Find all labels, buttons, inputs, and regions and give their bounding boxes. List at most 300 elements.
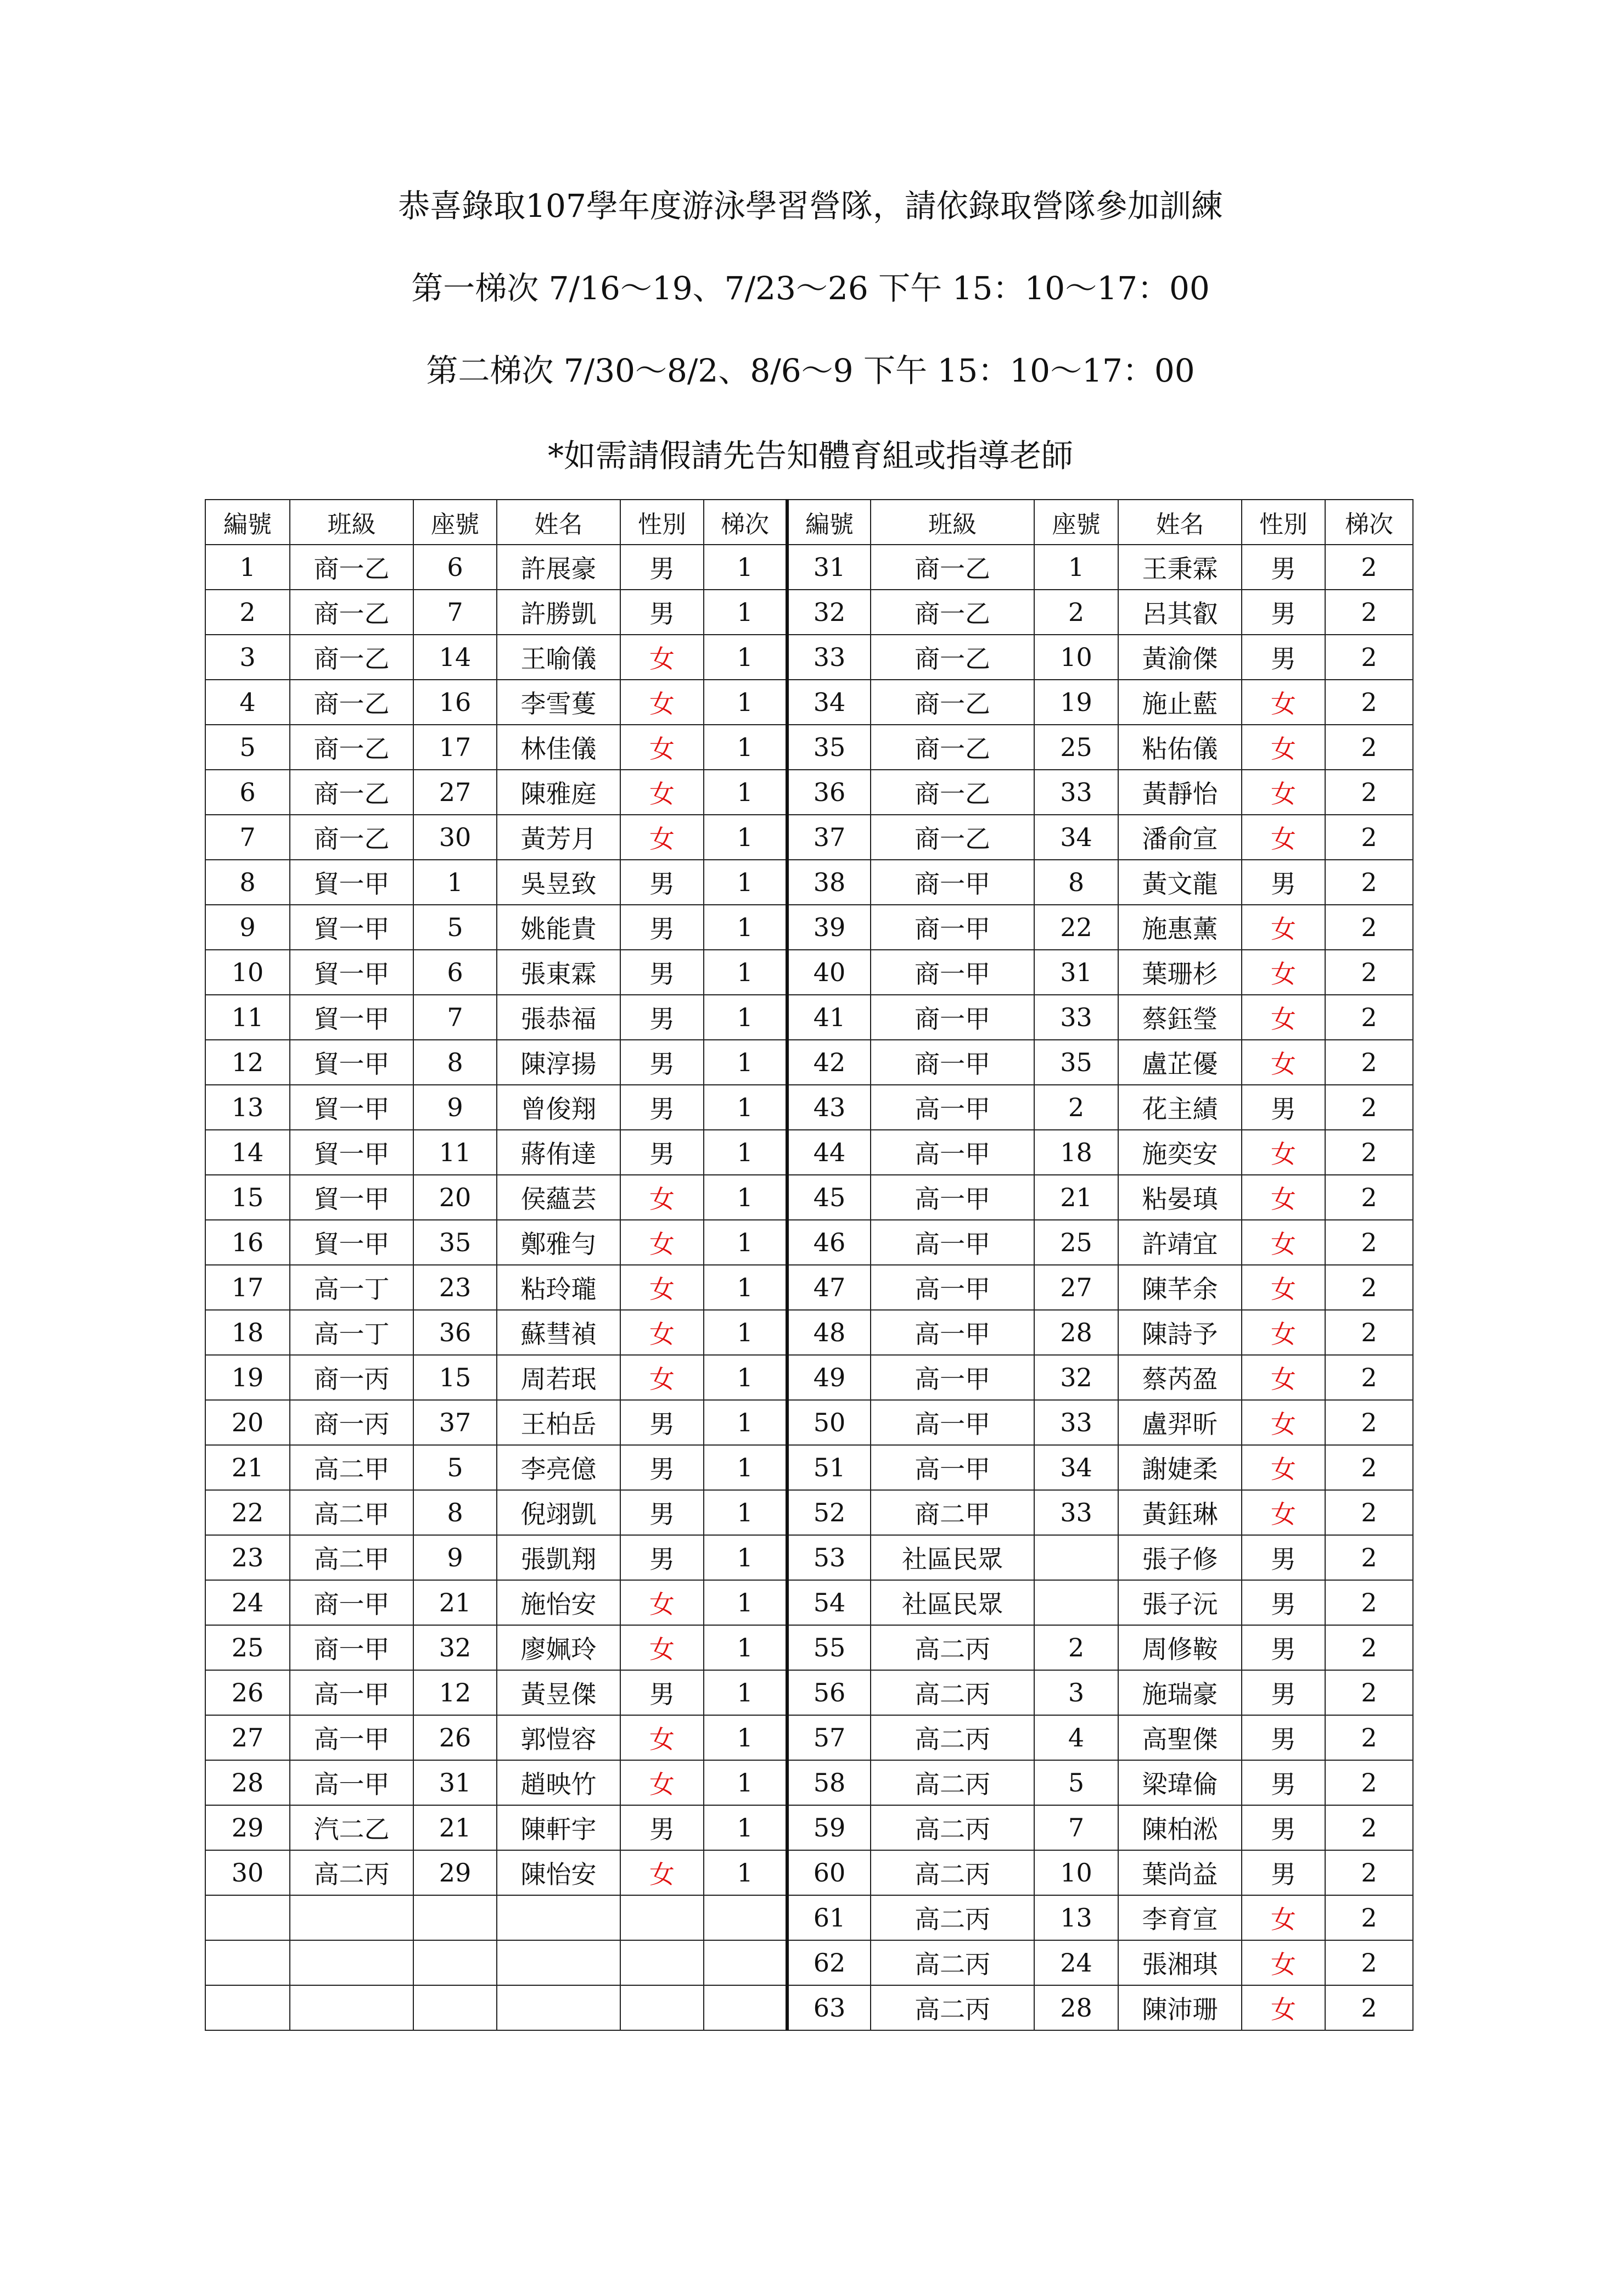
- left-gender-cell: 女: [620, 770, 704, 815]
- right-batch-cell: 2: [1325, 1625, 1413, 1670]
- left-batch-cell: 1: [704, 1850, 787, 1895]
- right-gender-cell: 男: [1242, 545, 1325, 590]
- left-class-cell: 商一乙: [290, 680, 413, 725]
- header-seat: 座號: [413, 500, 497, 545]
- left-class-cell: [290, 1940, 413, 1985]
- left-seat-cell: 5: [413, 1445, 497, 1490]
- right-seat-cell: 10: [1034, 1850, 1118, 1895]
- right-gender-cell: 女: [1242, 680, 1325, 725]
- left-gender-cell: 男: [620, 1400, 704, 1445]
- right-seat-cell: 8: [1034, 860, 1118, 905]
- table-row: [205, 545, 1413, 590]
- left-batch-cell: 1: [704, 1130, 787, 1175]
- right-class-cell: 高二丙: [871, 1760, 1034, 1805]
- right-class-cell: 高一甲: [871, 1085, 1034, 1130]
- left-batch-cell: 1: [704, 1175, 787, 1220]
- right-batch-cell: 2: [1325, 1535, 1413, 1580]
- left-name-cell: 陳怡安: [497, 1850, 620, 1895]
- right-id-cell: 53: [787, 1535, 871, 1580]
- table-header-row: [205, 500, 1413, 545]
- left-id-cell: 8: [205, 860, 290, 905]
- left-seat-cell: 5: [413, 905, 497, 950]
- left-id-cell: [205, 1895, 290, 1940]
- right-id-cell: 55: [787, 1625, 871, 1670]
- left-id-cell: 18: [205, 1310, 290, 1355]
- left-seat-cell: 14: [413, 635, 497, 680]
- table-row: [205, 1490, 1413, 1535]
- right-id-cell: 41: [787, 995, 871, 1040]
- left-gender-cell: 女: [620, 635, 704, 680]
- left-gender-cell: 男: [620, 1490, 704, 1535]
- table-row: [205, 1130, 1413, 1175]
- right-batch-cell: 2: [1325, 995, 1413, 1040]
- right-name-cell: 許靖宜: [1118, 1220, 1242, 1265]
- left-batch-cell: 1: [704, 770, 787, 815]
- left-batch-cell: 1: [704, 1535, 787, 1580]
- right-batch-cell: 2: [1325, 905, 1413, 950]
- right-gender-cell: 男: [1242, 1580, 1325, 1625]
- right-seat-cell: 31: [1034, 950, 1118, 995]
- left-batch-cell: 1: [704, 1490, 787, 1535]
- table-row: [205, 680, 1413, 725]
- header-name: 姓名: [497, 500, 620, 545]
- left-batch-cell: 1: [704, 815, 787, 860]
- right-gender-cell: 女: [1242, 725, 1325, 770]
- left-id-cell: 1: [205, 545, 290, 590]
- left-name-cell: 曾俊翔: [497, 1085, 620, 1130]
- left-seat-cell: 1: [413, 860, 497, 905]
- header-batch: 梯次: [704, 500, 787, 545]
- left-batch-cell: 1: [704, 1805, 787, 1850]
- left-name-cell: 李亮億: [497, 1445, 620, 1490]
- left-id-cell: 4: [205, 680, 290, 725]
- left-seat-cell: 9: [413, 1085, 497, 1130]
- right-id-cell: 48: [787, 1310, 871, 1355]
- right-id-cell: 38: [787, 860, 871, 905]
- header-seat: 座號: [1034, 500, 1118, 545]
- right-seat-cell: [1034, 1580, 1118, 1625]
- left-seat-cell: 26: [413, 1715, 497, 1760]
- left-seat-cell: 8: [413, 1040, 497, 1085]
- left-seat-cell: 20: [413, 1175, 497, 1220]
- right-gender-cell: 女: [1242, 1040, 1325, 1085]
- right-class-cell: 高一甲: [871, 1400, 1034, 1445]
- left-id-cell: 12: [205, 1040, 290, 1085]
- left-name-cell: [497, 1940, 620, 1985]
- table-row: [205, 1400, 1413, 1445]
- left-gender-cell: 男: [620, 1040, 704, 1085]
- left-id-cell: 26: [205, 1670, 290, 1715]
- left-class-cell: 貿一甲: [290, 1130, 413, 1175]
- left-batch-cell: 1: [704, 1265, 787, 1310]
- right-gender-cell: 女: [1242, 1445, 1325, 1490]
- left-id-cell: 2: [205, 590, 290, 635]
- left-name-cell: 林佳儀: [497, 725, 620, 770]
- table-row: [205, 1355, 1413, 1400]
- right-seat-cell: 19: [1034, 680, 1118, 725]
- table-row: [205, 1985, 1413, 2030]
- header-name: 姓名: [1118, 500, 1242, 545]
- right-name-cell: 潘俞宣: [1118, 815, 1242, 860]
- right-class-cell: 高二丙: [871, 1805, 1034, 1850]
- right-id-cell: 56: [787, 1670, 871, 1715]
- right-seat-cell: 18: [1034, 1130, 1118, 1175]
- right-gender-cell: 女: [1242, 1985, 1325, 2030]
- table-row: [205, 1580, 1413, 1625]
- right-id-cell: 43: [787, 1085, 871, 1130]
- right-gender-cell: 女: [1242, 815, 1325, 860]
- left-class-cell: 貿一甲: [290, 1040, 413, 1085]
- left-seat-cell: 7: [413, 590, 497, 635]
- left-gender-cell: 男: [620, 995, 704, 1040]
- left-seat-cell: 21: [413, 1580, 497, 1625]
- right-name-cell: 盧芷優: [1118, 1040, 1242, 1085]
- right-batch-cell: 2: [1325, 680, 1413, 725]
- right-seat-cell: 2: [1034, 1085, 1118, 1130]
- table-row: [205, 815, 1413, 860]
- table-row: [205, 1670, 1413, 1715]
- right-id-cell: 58: [787, 1760, 871, 1805]
- right-class-cell: 商一乙: [871, 545, 1034, 590]
- left-seat-cell: [413, 1985, 497, 2030]
- table-row: [205, 1175, 1413, 1220]
- right-class-cell: 高二丙: [871, 1940, 1034, 1985]
- left-id-cell: 20: [205, 1400, 290, 1445]
- left-seat-cell: 6: [413, 545, 497, 590]
- left-seat-cell: 36: [413, 1310, 497, 1355]
- left-id-cell: 10: [205, 950, 290, 995]
- left-name-cell: 姚能貴: [497, 905, 620, 950]
- left-id-cell: 21: [205, 1445, 290, 1490]
- left-seat-cell: 32: [413, 1625, 497, 1670]
- left-name-cell: [497, 1895, 620, 1940]
- right-seat-cell: 22: [1034, 905, 1118, 950]
- left-class-cell: 商一甲: [290, 1625, 413, 1670]
- right-name-cell: 陳沛珊: [1118, 1985, 1242, 2030]
- table-row: [205, 1805, 1413, 1850]
- left-gender-cell: 女: [620, 1625, 704, 1670]
- left-name-cell: 張凱翔: [497, 1535, 620, 1580]
- left-class-cell: 高一甲: [290, 1760, 413, 1805]
- left-batch-cell: 1: [704, 860, 787, 905]
- right-id-cell: 32: [787, 590, 871, 635]
- right-name-cell: 陳柏淞: [1118, 1805, 1242, 1850]
- left-name-cell: 王喻儀: [497, 635, 620, 680]
- right-name-cell: 陳芊余: [1118, 1265, 1242, 1310]
- right-gender-cell: 男: [1242, 1715, 1325, 1760]
- left-batch-cell: 1: [704, 635, 787, 680]
- left-name-cell: 陳雅庭: [497, 770, 620, 815]
- left-class-cell: 高二甲: [290, 1445, 413, 1490]
- left-seat-cell: 12: [413, 1670, 497, 1715]
- left-id-cell: 24: [205, 1580, 290, 1625]
- right-name-cell: 蔡鈺瑩: [1118, 995, 1242, 1040]
- right-batch-cell: 2: [1325, 1175, 1413, 1220]
- right-batch-cell: 2: [1325, 590, 1413, 635]
- right-id-cell: 39: [787, 905, 871, 950]
- left-seat-cell: 23: [413, 1265, 497, 1310]
- table-row: [205, 1265, 1413, 1310]
- right-batch-cell: 2: [1325, 1130, 1413, 1175]
- right-gender-cell: 女: [1242, 770, 1325, 815]
- left-batch-cell: 1: [704, 1445, 787, 1490]
- left-id-cell: 5: [205, 725, 290, 770]
- right-class-cell: 商一甲: [871, 950, 1034, 995]
- right-seat-cell: 33: [1034, 1490, 1118, 1535]
- right-batch-cell: 2: [1325, 1085, 1413, 1130]
- right-batch-cell: 2: [1325, 1040, 1413, 1085]
- right-gender-cell: 女: [1242, 995, 1325, 1040]
- left-id-cell: 16: [205, 1220, 290, 1265]
- left-class-cell: [290, 1985, 413, 2030]
- left-name-cell: 倪翊凱: [497, 1490, 620, 1535]
- left-class-cell: 貿一甲: [290, 1220, 413, 1265]
- left-batch-cell: 1: [704, 1625, 787, 1670]
- left-gender-cell: 女: [620, 1580, 704, 1625]
- right-id-cell: 45: [787, 1175, 871, 1220]
- right-seat-cell: 1: [1034, 545, 1118, 590]
- right-class-cell: 社區民眾: [871, 1580, 1034, 1625]
- right-class-cell: 商一乙: [871, 680, 1034, 725]
- right-id-cell: 63: [787, 1985, 871, 2030]
- right-class-cell: 高二丙: [871, 1895, 1034, 1940]
- left-id-cell: 13: [205, 1085, 290, 1130]
- header-gender: 性別: [620, 500, 704, 545]
- right-id-cell: 62: [787, 1940, 871, 1985]
- right-batch-cell: 2: [1325, 1760, 1413, 1805]
- right-name-cell: 粘晏瑱: [1118, 1175, 1242, 1220]
- right-name-cell: 黃渝傑: [1118, 635, 1242, 680]
- left-seat-cell: 21: [413, 1805, 497, 1850]
- left-class-cell: 貿一甲: [290, 860, 413, 905]
- table-row: [205, 635, 1413, 680]
- left-gender-cell: 男: [620, 1805, 704, 1850]
- right-seat-cell: 28: [1034, 1985, 1118, 2030]
- left-gender-cell: 男: [620, 590, 704, 635]
- right-id-cell: 49: [787, 1355, 871, 1400]
- header-class: 班級: [290, 500, 413, 545]
- right-batch-cell: 2: [1325, 1355, 1413, 1400]
- left-seat-cell: 7: [413, 995, 497, 1040]
- left-batch-cell: 1: [704, 1580, 787, 1625]
- table-row: [205, 770, 1413, 815]
- table-row: [205, 860, 1413, 905]
- right-id-cell: 37: [787, 815, 871, 860]
- right-seat-cell: 32: [1034, 1355, 1118, 1400]
- right-class-cell: 高一甲: [871, 1220, 1034, 1265]
- left-batch-cell: 1: [704, 680, 787, 725]
- left-id-cell: 30: [205, 1850, 290, 1895]
- table-row: [205, 905, 1413, 950]
- left-id-cell: 22: [205, 1490, 290, 1535]
- right-name-cell: 花主績: [1118, 1085, 1242, 1130]
- right-name-cell: 施止藍: [1118, 680, 1242, 725]
- left-batch-cell: 1: [704, 1670, 787, 1715]
- left-seat-cell: 6: [413, 950, 497, 995]
- right-name-cell: 王秉霖: [1118, 545, 1242, 590]
- right-id-cell: 33: [787, 635, 871, 680]
- table-row: [205, 1715, 1413, 1760]
- left-id-cell: [205, 1940, 290, 1985]
- header-id: 編號: [787, 500, 871, 545]
- right-id-cell: 42: [787, 1040, 871, 1085]
- right-seat-cell: 33: [1034, 995, 1118, 1040]
- left-seat-cell: 15: [413, 1355, 497, 1400]
- right-seat-cell: 7: [1034, 1805, 1118, 1850]
- leave-notice: *如需請假請先告知體育組或指導老師: [547, 437, 1073, 474]
- right-name-cell: 黃鈺琳: [1118, 1490, 1242, 1535]
- right-class-cell: 商一乙: [871, 635, 1034, 680]
- right-seat-cell: 4: [1034, 1715, 1118, 1760]
- right-gender-cell: 女: [1242, 1175, 1325, 1220]
- right-class-cell: 商一甲: [871, 905, 1034, 950]
- left-class-cell: 貿一甲: [290, 905, 413, 950]
- right-seat-cell: 33: [1034, 770, 1118, 815]
- right-seat-cell: 33: [1034, 1400, 1118, 1445]
- left-batch-cell: 1: [704, 995, 787, 1040]
- left-name-cell: 黃昱傑: [497, 1670, 620, 1715]
- left-class-cell: 商一乙: [290, 770, 413, 815]
- left-seat-cell: 8: [413, 1490, 497, 1535]
- left-seat-cell: 35: [413, 1220, 497, 1265]
- right-name-cell: 葉珊杉: [1118, 950, 1242, 995]
- right-class-cell: 高一甲: [871, 1310, 1034, 1355]
- right-gender-cell: 男: [1242, 1625, 1325, 1670]
- left-batch-cell: 1: [704, 590, 787, 635]
- left-gender-cell: 男: [620, 1670, 704, 1715]
- right-batch-cell: 2: [1325, 815, 1413, 860]
- right-batch-cell: 2: [1325, 725, 1413, 770]
- right-batch-cell: 2: [1325, 1715, 1413, 1760]
- header-id: 編號: [205, 500, 290, 545]
- left-name-cell: 吳昱致: [497, 860, 620, 905]
- right-gender-cell: 男: [1242, 1760, 1325, 1805]
- right-id-cell: 31: [787, 545, 871, 590]
- right-class-cell: 高一甲: [871, 1355, 1034, 1400]
- left-name-cell: 鄭雅勻: [497, 1220, 620, 1265]
- left-class-cell: 高二甲: [290, 1490, 413, 1535]
- right-id-cell: 59: [787, 1805, 871, 1850]
- left-gender-cell: 女: [620, 815, 704, 860]
- left-seat-cell: 27: [413, 770, 497, 815]
- right-gender-cell: 女: [1242, 1895, 1325, 1940]
- left-class-cell: 貿一甲: [290, 1175, 413, 1220]
- right-id-cell: 52: [787, 1490, 871, 1535]
- left-class-cell: 高二丙: [290, 1850, 413, 1895]
- right-gender-cell: 男: [1242, 860, 1325, 905]
- right-batch-cell: 2: [1325, 1445, 1413, 1490]
- table-row: [205, 1625, 1413, 1670]
- table-row: [205, 590, 1413, 635]
- right-gender-cell: 男: [1242, 1805, 1325, 1850]
- left-class-cell: 高一甲: [290, 1670, 413, 1715]
- left-gender-cell: 男: [620, 905, 704, 950]
- left-name-cell: 蔣侑達: [497, 1130, 620, 1175]
- left-seat-cell: [413, 1940, 497, 1985]
- left-name-cell: 施怡安: [497, 1580, 620, 1625]
- left-batch-cell: [704, 1895, 787, 1940]
- right-seat-cell: 25: [1034, 1220, 1118, 1265]
- left-batch-cell: 1: [704, 905, 787, 950]
- left-id-cell: 9: [205, 905, 290, 950]
- left-class-cell: 高一丁: [290, 1265, 413, 1310]
- left-gender-cell: 男: [620, 1445, 704, 1490]
- right-id-cell: 36: [787, 770, 871, 815]
- right-seat-cell: 35: [1034, 1040, 1118, 1085]
- left-gender-cell: 女: [620, 1850, 704, 1895]
- right-name-cell: 陳詩予: [1118, 1310, 1242, 1355]
- right-id-cell: 57: [787, 1715, 871, 1760]
- header-class: 班級: [871, 500, 1034, 545]
- left-id-cell: 17: [205, 1265, 290, 1310]
- right-seat-cell: 10: [1034, 635, 1118, 680]
- left-name-cell: [497, 1985, 620, 2030]
- left-gender-cell: 女: [620, 725, 704, 770]
- left-id-cell: 11: [205, 995, 290, 1040]
- left-name-cell: 許展豪: [497, 545, 620, 590]
- left-seat-cell: 17: [413, 725, 497, 770]
- right-id-cell: 61: [787, 1895, 871, 1940]
- left-batch-cell: 1: [704, 1220, 787, 1265]
- left-name-cell: 陳淳揚: [497, 1040, 620, 1085]
- left-class-cell: 商一乙: [290, 635, 413, 680]
- left-id-cell: 25: [205, 1625, 290, 1670]
- right-gender-cell: 男: [1242, 1085, 1325, 1130]
- right-seat-cell: [1034, 1535, 1118, 1580]
- right-class-cell: 商一乙: [871, 725, 1034, 770]
- right-name-cell: 盧羿昕: [1118, 1400, 1242, 1445]
- left-class-cell: 商一乙: [290, 725, 413, 770]
- header-batch: 梯次: [1325, 500, 1413, 545]
- right-id-cell: 47: [787, 1265, 871, 1310]
- right-id-cell: 60: [787, 1850, 871, 1895]
- left-seat-cell: 16: [413, 680, 497, 725]
- left-seat-cell: [413, 1895, 497, 1940]
- left-class-cell: 商一乙: [290, 815, 413, 860]
- batch-1-schedule: 第一梯次 7/16～19、7/23～26 下午 15：10～17：00: [411, 270, 1210, 307]
- left-gender-cell: 女: [620, 1715, 704, 1760]
- table-row: [205, 1040, 1413, 1085]
- left-gender-cell: [620, 1985, 704, 2030]
- right-gender-cell: 男: [1242, 1670, 1325, 1715]
- left-name-cell: 粘玲瓏: [497, 1265, 620, 1310]
- right-class-cell: 商一甲: [871, 1040, 1034, 1085]
- left-id-cell: 27: [205, 1715, 290, 1760]
- right-gender-cell: 男: [1242, 1535, 1325, 1580]
- right-batch-cell: 2: [1325, 635, 1413, 680]
- right-batch-cell: 2: [1325, 1895, 1413, 1940]
- left-id-cell: 6: [205, 770, 290, 815]
- right-batch-cell: 2: [1325, 1310, 1413, 1355]
- table-row: [205, 1850, 1413, 1895]
- left-seat-cell: 30: [413, 815, 497, 860]
- left-seat-cell: 37: [413, 1400, 497, 1445]
- table-row: [205, 1760, 1413, 1805]
- right-seat-cell: 13: [1034, 1895, 1118, 1940]
- table-row: [205, 1220, 1413, 1265]
- left-batch-cell: 1: [704, 545, 787, 590]
- table-row: [205, 1940, 1413, 1985]
- left-name-cell: 王柏岳: [497, 1400, 620, 1445]
- right-name-cell: 梁瑋倫: [1118, 1760, 1242, 1805]
- table-row: [205, 995, 1413, 1040]
- left-batch-cell: 1: [704, 1355, 787, 1400]
- left-gender-cell: 男: [620, 860, 704, 905]
- left-class-cell: [290, 1895, 413, 1940]
- table-row: [205, 1085, 1413, 1130]
- left-gender-cell: 男: [620, 1085, 704, 1130]
- left-batch-cell: [704, 1940, 787, 1985]
